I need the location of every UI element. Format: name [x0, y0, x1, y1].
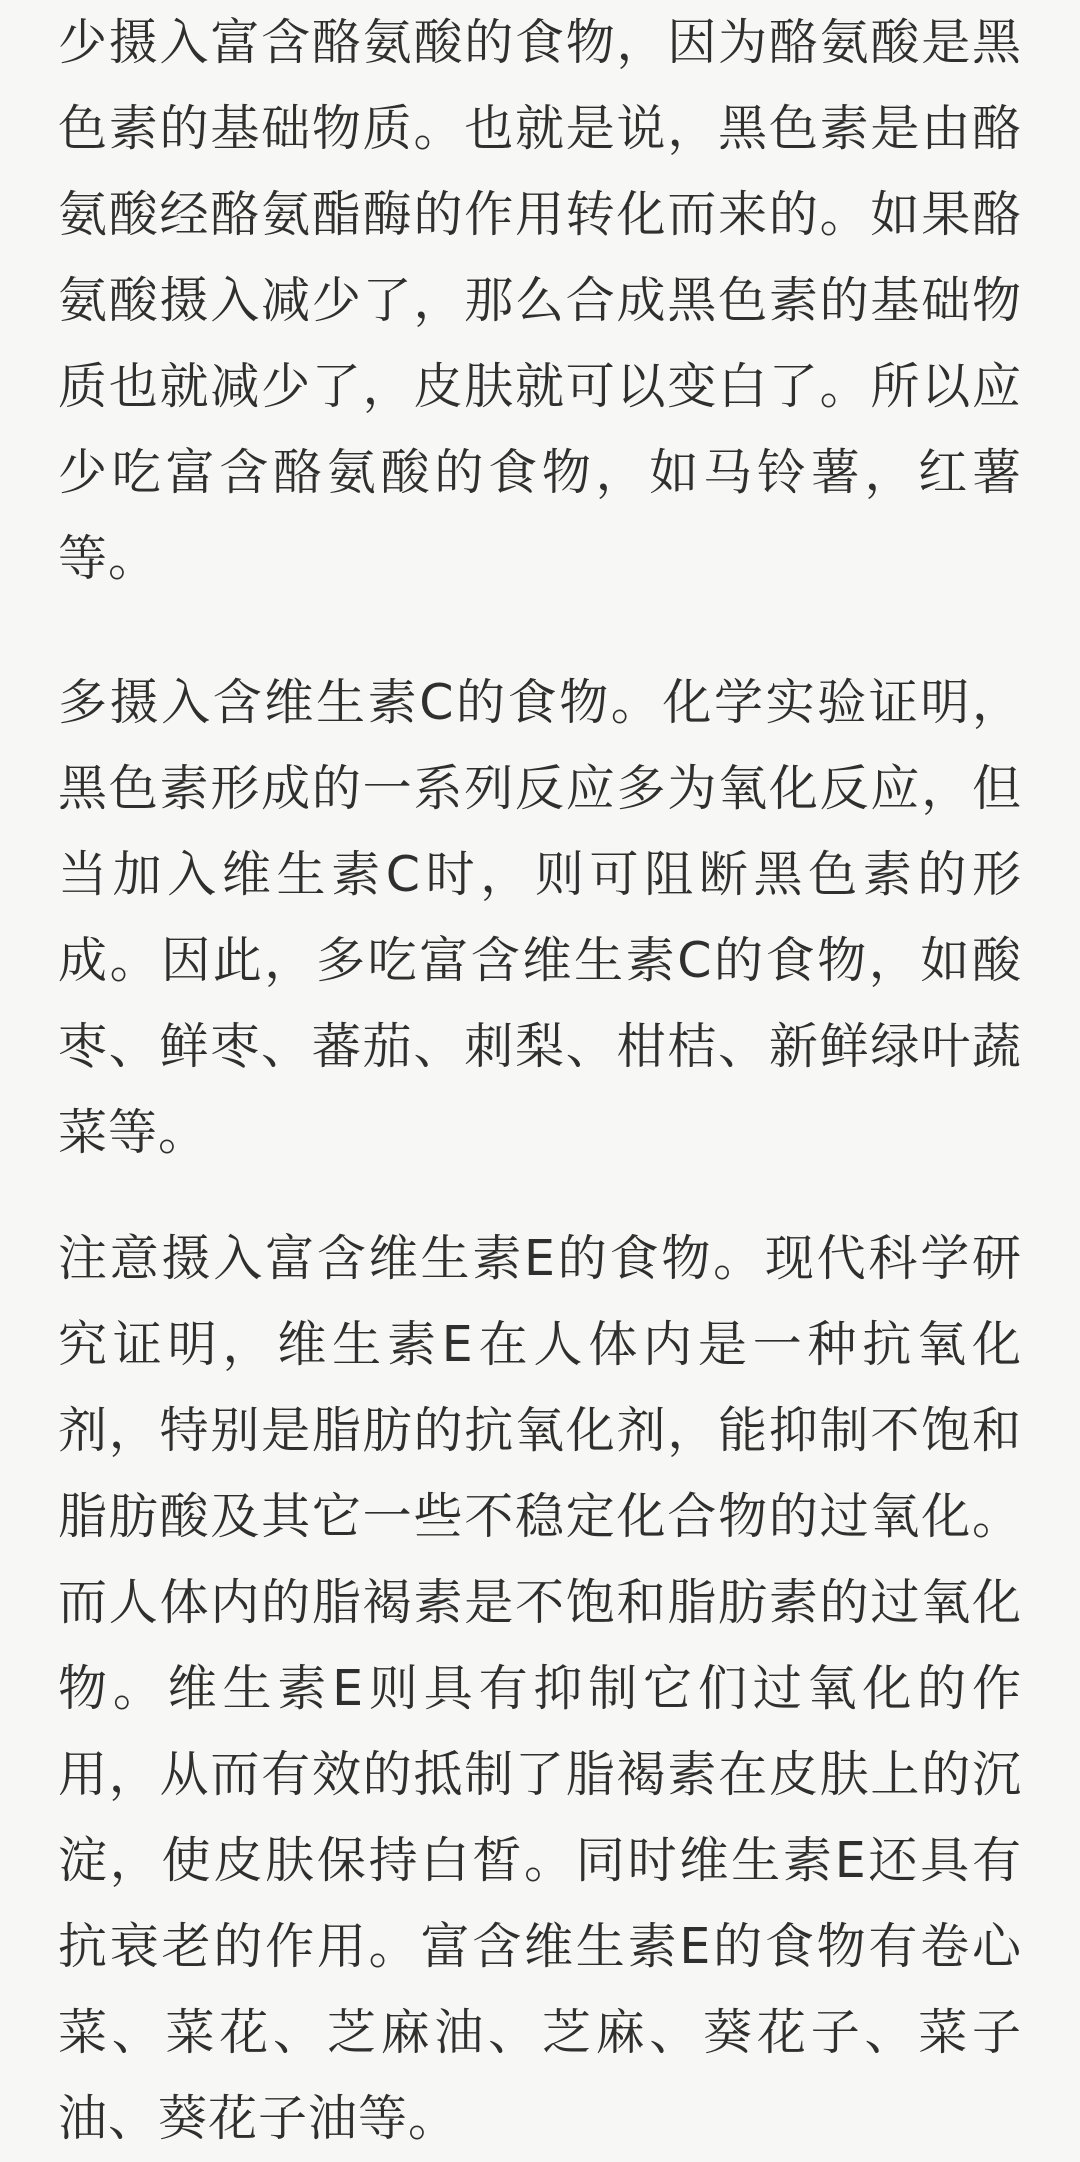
paragraph-vitamin-e: 注意摄入富含维生素E的食物。现代科学研究证明，维生素E在人体内是一种抗氧化剂，特别是脂肪的抗氧化剂，能抑制不饱和脂肪酸及其它一些不稳定化合物的过氧化。而人体内的脂褐素是不饱和脂肪素的过氧化物。维生素E则具有抑制它们过氧化的作用，从而有效的抵制了脂褐素在皮肤上的沉淀，使皮肤保持白皙。同时维生素E还具有抗衰老的作用。富含维生素E的食物有卷心菜、菜花、芝麻油、芝麻、葵花子、菜子油、葵花子油等。	[58, 1230, 1022, 2147]
paragraph-tyrosine: 少摄入富含酪氨酸的食物，因为酪氨酸是黑色素的基础物质。也就是说，黑色素是由酪氨酸经酪氨酯酶的作用转化而来的。如果酪氨酸摄入减少了，那么合成黑色素的基础物质也就减少了，皮肤就可以变白了。所以应少吃富含酪氨酸的食物，如马铃薯，红薯等。	[58, 14, 1022, 587]
paragraph-vitamin-c: 多摄入含维生素C的食物。化学实验证明，黑色素形成的一系列反应多为氧化反应，但当加入维生素C时，则可阻断黑色素的形成。因此，多吃富含维生素C的食物，如酸枣、鲜枣、蕃茄、刺梨、柑桔、新鲜绿叶蔬菜等。	[58, 674, 1022, 1161]
article-body	[58, 0, 1022, 2162]
